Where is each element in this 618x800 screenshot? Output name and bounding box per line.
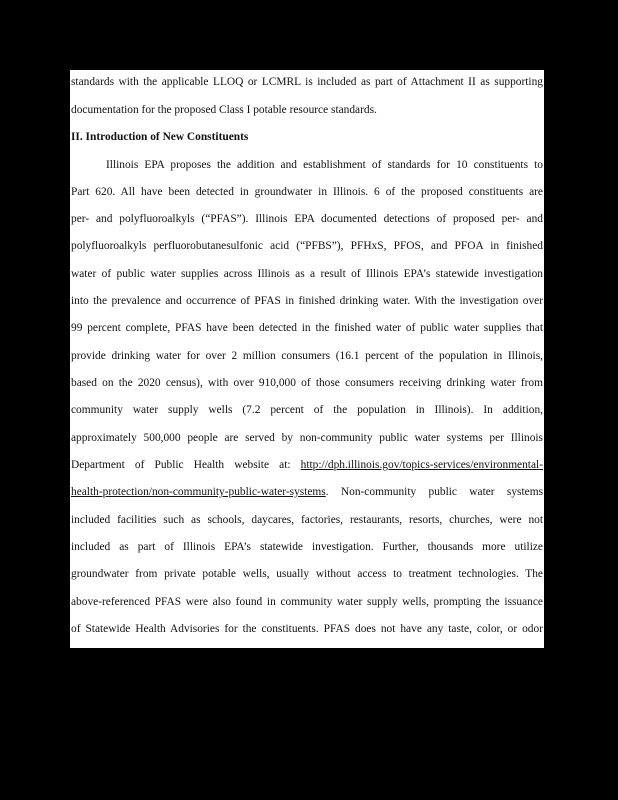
body-text-line	[71, 430, 543, 446]
body-text-line	[71, 184, 543, 200]
text-span: per- and polyfluoroalkyls (“PFAS”). Illinois EPA documented detections of proposed per- and	[71, 213, 543, 225]
text-span: polyfluoroalkyls perfluorobutanesulfonic acid (“PFBS”), PFHxS, PFOS, and PFOA in finished	[71, 240, 543, 252]
body-text-line	[71, 402, 543, 418]
text-span: . Non-community public water systems	[325, 486, 543, 498]
body-text-line	[71, 266, 543, 282]
body-text-line	[71, 238, 543, 254]
body-text-line	[71, 74, 543, 90]
text-span: Part 620. All have been detected in groundwater in Illinois. 6 of the proposed constituents are	[71, 186, 543, 198]
text-span: Department of Public Health website at:	[71, 459, 301, 471]
body-text-line	[106, 157, 543, 173]
document-page	[70, 70, 544, 648]
text-span: into the prevalence and occurrence of PFAS in finished drinking water. With the investigation over	[71, 295, 543, 307]
body-text-line	[71, 512, 543, 528]
text-span: of Statewide Health Advisories for the constituents. PFAS does not have any taste, color, or odor	[71, 623, 543, 635]
body-text-line	[71, 594, 543, 610]
dph-website-link[interactable]: http://dph.illinois.gov/topics-services/environmental-	[300, 459, 543, 471]
dph-website-link-continued[interactable]: health-protection/non-community-public-water-systems	[71, 486, 326, 498]
body-text-line	[71, 566, 543, 582]
text-span: provide drinking water for over 2 million consumers (16.1 percent of the population in Illinois,	[71, 350, 543, 362]
body-text-line	[71, 539, 543, 555]
section-heading-text: II. Introduction of New Constituents	[71, 131, 249, 143]
text-span: groundwater from private potable wells, usually without access to treatment technologies. The	[71, 568, 543, 580]
body-text-line	[71, 484, 543, 500]
text-span: above-referenced PFAS were also found in community water supply wells, prompting the issuance	[71, 596, 543, 608]
text-span: included facilities such as schools, daycares, factories, restaurants, resorts, churches, were not	[71, 514, 543, 526]
text-span: 99 percent complete, PFAS have been detected in the finished water of public water supplies that	[71, 322, 543, 334]
text-span: water of public water supplies across Illinois as a result of Illinois EPA’s statewide investigation	[71, 268, 543, 280]
text-span: approximately 500,000 people are served by non-community public water systems per Illinois	[71, 432, 543, 444]
text-span: based on the 2020 census), with over 910,000 of those consumers receiving drinking water from	[71, 377, 543, 389]
body-text-line	[71, 320, 543, 336]
text-span: community water supply wells (7.2 percent of the population in Illinois). In addition,	[71, 404, 543, 416]
body-text-line	[71, 293, 543, 309]
body-text-line	[71, 457, 543, 473]
text-span: standards with the applicable LLOQ or LCMRL is included as part of Attachment II as supporting	[71, 76, 543, 88]
text-span: Illinois EPA proposes the addition and establishment of standards for 10 constituents to	[106, 159, 543, 171]
body-text-line	[71, 375, 543, 391]
body-text-line	[71, 211, 543, 227]
text-span: included as part of Illinois EPA’s statewide investigation. Further, thousands more utilize	[71, 541, 543, 553]
body-text-line	[71, 102, 543, 118]
section-heading	[71, 129, 543, 145]
text-span: documentation for the proposed Class I potable resource standards.	[71, 104, 377, 116]
body-text-line	[71, 348, 543, 364]
body-text-line	[71, 621, 543, 637]
